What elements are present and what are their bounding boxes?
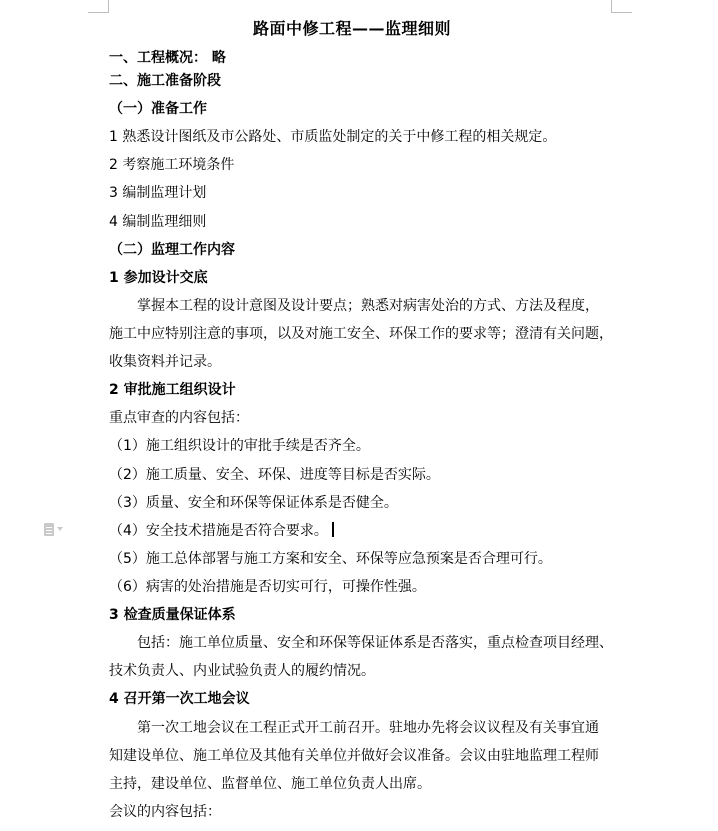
paragraph-line: 技术负责人、内业试验负责人的履约情况。 — [109, 663, 375, 679]
list-item: （2）施工质量、安全、环保、进度等目标是否实际。 — [109, 467, 440, 483]
paragraph-options-button[interactable] — [44, 522, 74, 536]
page-corner-mark-top-right — [611, 0, 632, 13]
paragraph-line: 主持，建设单位、监督单位、施工单位负责人出席。 — [109, 776, 431, 792]
paragraph-line: 施工中应特别注意的事项，以及对施工安全、环保工作的要求等；澄清有关问题， — [109, 326, 613, 342]
list-item: （6）病害的处治措施是否切实可行，可操作性强。 — [109, 579, 426, 595]
list-item: 4 编制监理细则 — [109, 214, 207, 230]
page-corner-mark-top-left — [88, 0, 109, 13]
paragraph-line: 第一次工地会议在工程正式开工前召开。驻地办先将会议议程及有关事宜通 — [137, 720, 599, 736]
heading-overview: 一、工程概况： 略 — [109, 50, 226, 66]
document-title: 路面中修工程——监理细则 — [253, 19, 452, 38]
list-item: 1 熟悉设计图纸及市公路处、市质监处制定的关于中修工程的相关规定。 — [109, 129, 557, 145]
document-icon — [44, 523, 54, 536]
subheading-preparation-work: （一）准备工作 — [109, 101, 207, 117]
subheading-supervision-content: （二）监理工作内容 — [109, 242, 235, 258]
list-item: （5）施工总体部署与施工方案和安全、环保等应急预案是否合理可行。 — [109, 551, 552, 567]
section-heading-quality-assurance: 3 检查质量保证体系 — [109, 607, 236, 623]
section-heading-design-briefing: 1 参加设计交底 — [109, 270, 208, 286]
section-heading-construction-design-review: 2 审批施工组织设计 — [109, 382, 236, 398]
paragraph-line: 掌握本工程的设计意图及设计要点；熟悉对病害处治的方式、方法及程度， — [137, 298, 599, 314]
text-cursor — [332, 522, 334, 537]
heading-preparation-stage: 二、施工准备阶段 — [109, 73, 221, 89]
list-item-with-cursor — [109, 521, 334, 541]
list-item: 3 编制监理计划 — [109, 185, 207, 201]
list-item: （1）施工组织设计的审批手续是否齐全。 — [109, 438, 370, 454]
list-item-text: （4）安全技术措施是否符合要求。 — [109, 523, 328, 539]
paragraph-line: 会议的内容包括： — [109, 804, 221, 820]
paragraph-line: 包括：施工单位质量、安全和环保等保证体系是否落实，重点检查项目经理、 — [137, 635, 613, 651]
section-heading-first-site-meeting: 4 召开第一次工地会议 — [109, 691, 250, 707]
list-item: 2 考察施工环境条件 — [109, 157, 235, 173]
chevron-down-icon — [57, 527, 63, 531]
paragraph-line: 收集资料并记录。 — [109, 354, 221, 370]
list-item: （3）质量、安全和环保等保证体系是否健全。 — [109, 495, 398, 511]
paragraph-line: 重点审查的内容包括： — [109, 410, 249, 426]
paragraph-line: 知建设单位、施工单位及其他有关单位并做好会议准备。会议由驻地监理工程师 — [109, 748, 599, 764]
